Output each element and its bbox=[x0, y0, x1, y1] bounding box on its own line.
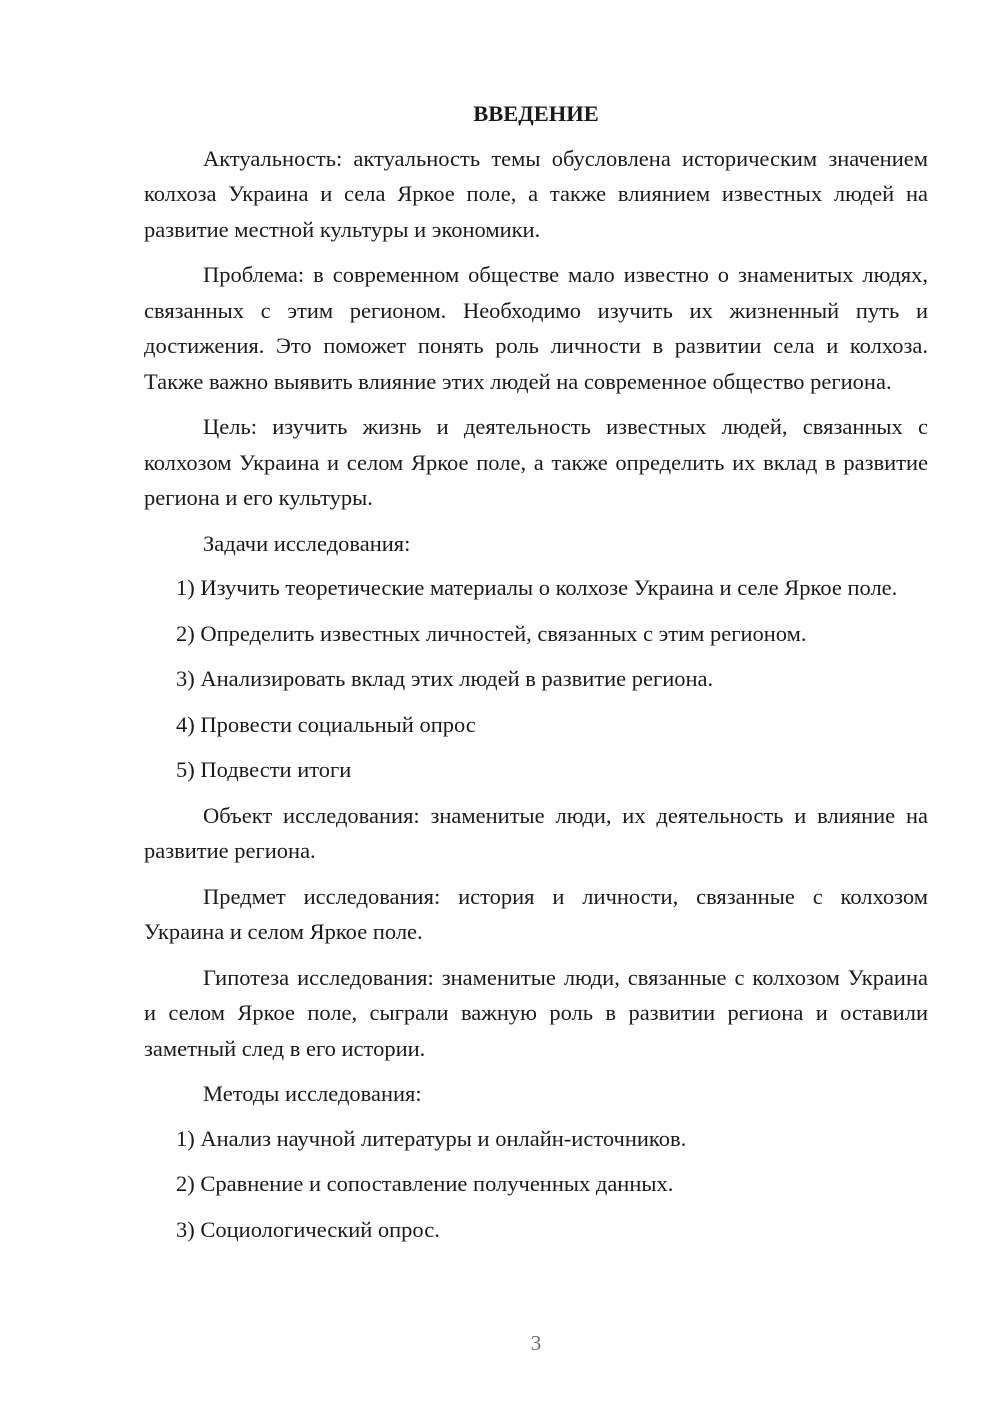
tasks-heading: Задачи исследования: bbox=[203, 530, 411, 556]
task-item-5: 5) Подвести итоги bbox=[176, 757, 352, 782]
task-item-1: 1) Изучить теоретические материалы о колхозе Украина и селе Яркое поле. bbox=[176, 575, 898, 600]
task-item-2: 2) Определить известных личностей, связанных с этим регионом. bbox=[176, 620, 807, 646]
section-title: ВВЕДЕНИЕ bbox=[473, 101, 599, 126]
task-item-3: 3) Анализировать вклад этих людей в развитие региона. bbox=[176, 666, 714, 691]
method-item-3: 3) Социологический опрос. bbox=[176, 1216, 440, 1242]
document-page bbox=[144, 96, 928, 1257]
page-number: 3 bbox=[530, 1331, 542, 1355]
goal-paragraph: Цель: изучить жизнь и деятельность известных людей, связанных с колхозом Украина и селом Яркое поле, а также определить их вклад в развитие региона и его культуры. bbox=[144, 414, 928, 510]
object-paragraph: Объект исследования: знаменитые люди, их деятельность и влияние на развитие региона. bbox=[144, 802, 928, 863]
method-item-1: 1) Анализ научной литературы и онлайн-источников. bbox=[176, 1125, 687, 1151]
subject-paragraph: Предмет исследования: история и личности, связанные с колхозом Украина и селом Яркое поле. bbox=[144, 883, 928, 944]
method-item-2: 2) Сравнение и сопоставление полученных данных. bbox=[176, 1171, 674, 1196]
task-item-4: 4) Провести социальный опрос bbox=[176, 711, 476, 737]
problem-paragraph: Проблема: в современном обществе мало известно о знаменитых людях, связанных с этим регионом. Необходимо изучить их жизненный путь и достижения. Это поможет понять роль личности в развитии села и колхоза. Также важно выявить влияние этих людей на современное общество региона. bbox=[144, 262, 928, 394]
relevance-paragraph: Актуальность: актуальность темы обусловлена историческим значением колхоза Украина и села Яркое поле, а также влиянием известных людей на развитие местной культуры и экономики. bbox=[144, 145, 928, 242]
hypothesis-paragraph: Гипотеза исследования: знаменитые люди, связанные с колхозом Украина и селом Яркое поле, сыграли важную роль в развитии региона и оставили заметный след в его истории. bbox=[144, 964, 928, 1061]
methods-heading: Методы исследования: bbox=[203, 1081, 422, 1106]
